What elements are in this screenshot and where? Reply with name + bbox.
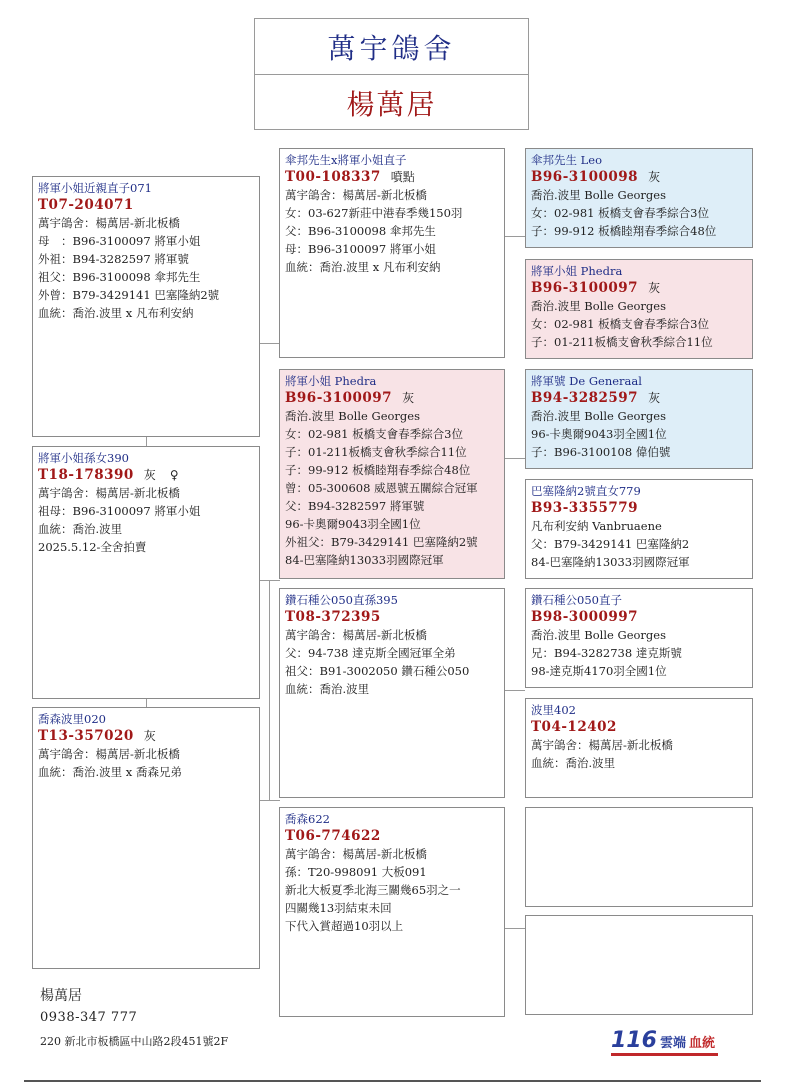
detail-line: 96-卡奧爾9043羽全國1位 [531, 427, 667, 441]
empty-grandparent-card [525, 915, 753, 1015]
logo-number: 116 [611, 1028, 657, 1053]
ring-line [531, 608, 747, 626]
footer-address: 220 新北市板橋區中山路2段451號2F [40, 1035, 229, 1048]
detail-line: 血統：喬治.波里 [38, 522, 123, 536]
ring-number: T04-12402 [531, 719, 617, 735]
detail-line: 血統：喬治.波里 [531, 756, 616, 770]
detail-line: 子：99-912 板橋睦翔春季綜合48位 [285, 463, 471, 477]
grandparent-card [525, 148, 753, 248]
detail-line: 外曾：B79-3429141 巴塞隆納2號 [38, 288, 220, 302]
connector-line [504, 236, 525, 237]
connector-line [146, 436, 147, 446]
detail-line: 子：01-211板橋支會秋季綜合11位 [531, 335, 713, 349]
color-label: 灰 [143, 729, 156, 743]
ring-number: B94-3282597 [531, 390, 639, 406]
pigeon-name: 鑽石種公050直子 [531, 593, 622, 607]
detail-line: 女：02-981 板橋支會春季綜合3位 [285, 427, 463, 441]
ring-number: T18-178390 [38, 467, 134, 483]
bottom-divider [24, 1080, 761, 1082]
ring-line [38, 727, 254, 745]
ring-line [38, 466, 254, 484]
pigeon-name: 巴塞隆納2號直女779 [531, 484, 641, 498]
detail-line: 母：B96-3100097 將軍小姐 [285, 242, 436, 256]
pigeon-name: 將軍小姐 Phedra [531, 264, 623, 278]
detail-line: 萬宇鴿舍：楊萬居-新北板橋 [285, 628, 427, 642]
detail-line: 外祖父：B79-3429141 巴塞隆納2號 [285, 535, 478, 549]
sibling-card [32, 446, 260, 699]
ring-line [38, 196, 254, 214]
ring-line [285, 389, 499, 407]
logo-text: 雲端 [659, 1036, 686, 1051]
subject-pigeon-card [32, 176, 260, 437]
pigeon-name: 將軍號 De Generaal [531, 374, 642, 388]
ring-number: T07-204071 [38, 197, 134, 213]
ring-line [285, 827, 499, 845]
parent-card [279, 807, 505, 1017]
grandparent-card [525, 369, 753, 469]
detail-line: 84-巴塞隆納13033羽國際冠軍 [531, 555, 690, 569]
detail-line: 祖父：B91-3002050 鑽石種公050 [285, 664, 470, 678]
female-sex-icon: ♀ [169, 468, 179, 482]
sibling-card [32, 707, 260, 969]
pigeon-name: 將軍小姐近親直子071 [38, 181, 152, 195]
detail-line: 母 ：B96-3100097 將軍小姐 [38, 234, 201, 248]
detail-line: 喬治.波里 Bolle Georges [531, 409, 666, 423]
cloud-pedigree-logo [611, 1028, 715, 1053]
detail-line: 子：99-912 板橋睦翔春季綜合48位 [531, 224, 717, 238]
pigeon-name: 喬森波里020 [38, 712, 106, 726]
color-label: 灰 [143, 468, 156, 482]
sire-card [279, 148, 505, 358]
connector-line [504, 690, 525, 691]
detail-line: 新北大板夏季北海三關幾65羽之一 [285, 883, 461, 897]
detail-line: 98-達克斯4170羽全國1位 [531, 664, 667, 678]
ring-number: T00-108337 [285, 169, 381, 185]
loft-title: 萬宇鴿舍 [255, 19, 528, 75]
detail-line: 外祖：B94-3282597 將軍號 [38, 252, 189, 266]
ring-line [285, 608, 499, 626]
detail-line: 萬宇鴿舍：楊萬居-新北板橋 [285, 847, 427, 861]
ring-number: T08-372395 [285, 609, 381, 625]
logo-text: 血統 [688, 1036, 715, 1051]
detail-line: 女：03-627新莊中港春季幾150羽 [285, 206, 463, 220]
grandparent-card [525, 588, 753, 688]
color-label: 灰 [402, 391, 415, 405]
ring-number: B96-3100098 [531, 169, 639, 185]
detail-line: 96-卡奧爾9043羽全國1位 [285, 517, 421, 531]
connector-line [269, 580, 270, 800]
detail-line: 孫：T20-998091 大板091 [285, 865, 427, 879]
detail-line: 萬宇鴿舍：楊萬居-新北板橋 [38, 486, 180, 500]
ring-number: B96-3100097 [531, 280, 639, 296]
detail-line: 喬治.波里 Bolle Georges [285, 409, 420, 423]
detail-line: 下代入賞超過10羽以上 [285, 919, 404, 933]
detail-line: 祖父：B96-3100098 傘邦先生 [38, 270, 201, 284]
detail-line: 子：01-211板橋支會秋季綜合11位 [285, 445, 467, 459]
logo-underline [611, 1053, 718, 1056]
ring-line [531, 499, 747, 517]
pigeon-name: 傘邦先生x將軍小姐直子 [285, 153, 407, 167]
detail-line: 凡布利安納 Vanbruaene [531, 519, 662, 533]
detail-line: 萬宇鴿舍：楊萬居-新北板橋 [285, 188, 427, 202]
ring-number: B93-3355779 [531, 500, 639, 516]
connector-line [259, 343, 280, 344]
footer-phone: 0938-347 777 [40, 1010, 138, 1025]
ring-line [531, 279, 747, 297]
connector-line [504, 458, 525, 459]
dam-card [279, 369, 505, 579]
connector-line [259, 800, 280, 801]
color-label: 噴點 [390, 170, 415, 184]
detail-line: 84-巴塞隆納13033羽國際冠軍 [285, 553, 444, 567]
ring-line [531, 389, 747, 407]
pedigree-header [254, 18, 529, 130]
ring-number: T13-357020 [38, 728, 134, 744]
parent-card [279, 588, 505, 798]
detail-line: 2025.5.12-全舍拍賣 [38, 540, 147, 554]
detail-line: 父：B94-3282597 將軍號 [285, 499, 425, 513]
detail-line: 四關幾13羽結束未回 [285, 901, 392, 915]
detail-line: 女：02-981 板橋支會春季綜合3位 [531, 317, 709, 331]
color-label: 灰 [648, 170, 661, 184]
owner-title: 楊萬居 [346, 88, 437, 121]
ring-number: T06-774622 [285, 828, 381, 844]
detail-line: 喬治.波里 Bolle Georges [531, 628, 666, 642]
footer-name: 楊萬居 [40, 988, 82, 1004]
grandparent-card [525, 698, 753, 798]
pigeon-name: 喬森622 [285, 812, 330, 826]
detail-line: 子：B96-3100108 偉伯號 [531, 445, 671, 459]
pigeon-name: 波里402 [531, 703, 576, 717]
color-label: 灰 [648, 391, 661, 405]
detail-line: 祖母：B96-3100097 將軍小姐 [38, 504, 201, 518]
detail-line: 血統：喬治.波里 x 凡布利安納 [285, 260, 441, 274]
grandparent-card [525, 259, 753, 359]
detail-line: 血統：喬治.波里 x 喬森兄弟 [38, 765, 182, 779]
detail-line: 父：B79-3429141 巴塞隆納2 [531, 537, 690, 551]
color-label: 灰 [648, 281, 661, 295]
detail-line: 喬治.波里 Bolle Georges [531, 188, 666, 202]
detail-line: 萬宇鴿舍：楊萬居-新北板橋 [38, 747, 180, 761]
ring-line [285, 168, 499, 186]
detail-line: 女：02-981 板橋支會春季綜合3位 [531, 206, 709, 220]
detail-line: 父：94-738 達克斯全國冠軍全弟 [285, 646, 456, 660]
detail-line: 父：B96-3100098 傘邦先生 [285, 224, 436, 238]
ring-line [531, 168, 747, 186]
detail-line: 曾：05-300608 威恩號五關綜合冠軍 [285, 481, 478, 495]
connector-line [504, 928, 525, 929]
ring-number: B96-3100097 [285, 390, 393, 406]
pigeon-name: 鑽石種公050直孫395 [285, 593, 398, 607]
detail-line: 萬宇鴿舍：楊萬居-新北板橋 [38, 216, 180, 230]
detail-line: 兄：B94-3282738 達克斯號 [531, 646, 682, 660]
detail-line: 喬治.波里 Bolle Georges [531, 299, 666, 313]
detail-line: 血統：喬治.波里 x 凡布利安納 [38, 306, 194, 320]
pigeon-name: 傘邦先生 Leo [531, 153, 603, 167]
empty-grandparent-card [525, 807, 753, 907]
pigeon-name: 將軍小姐孫女390 [38, 451, 129, 465]
detail-line: 萬宇鴿舍：楊萬居-新北板橋 [531, 738, 673, 752]
ring-line [531, 718, 747, 736]
ring-number: B98-3000997 [531, 609, 639, 625]
connector-line [146, 698, 147, 707]
detail-line: 血統：喬治.波里 [285, 682, 370, 696]
grandparent-card [525, 479, 753, 579]
pigeon-name: 將軍小姐 Phedra [285, 374, 377, 388]
